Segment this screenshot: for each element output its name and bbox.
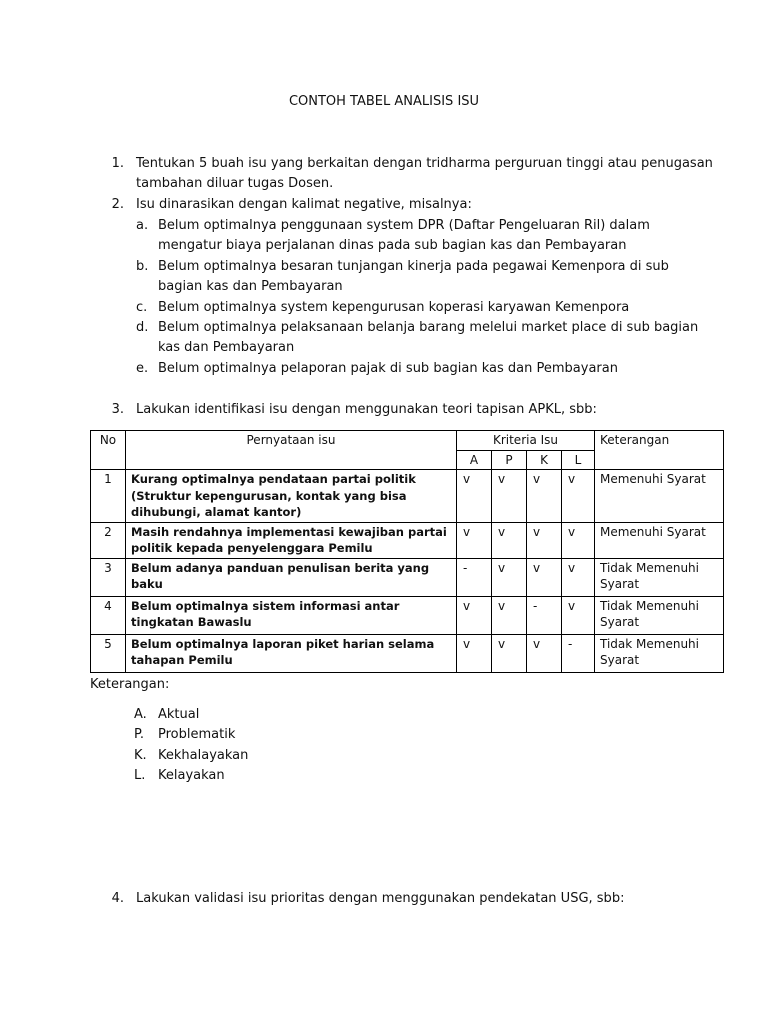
table-row (91, 634, 724, 672)
row-criteria-p: v (492, 634, 527, 672)
row-remark: Memenuhi Syarat (595, 522, 724, 558)
legend-label: Kelayakan (158, 768, 225, 783)
legend-key: P. (134, 727, 144, 742)
sub-item-text: Belum optimalnya penggunaan system DPR (Daftar Pengeluaran Ril) dalam (158, 218, 650, 233)
row-criteria-p: v (492, 558, 527, 596)
row-criteria-l: v (562, 470, 595, 523)
row-criteria-k: - (527, 596, 562, 634)
list-number: 1. (111, 156, 124, 171)
legend-title: Keterangan: (90, 677, 170, 692)
row-criteria-k: v (527, 558, 562, 596)
row-remark: Tidak Memenuhi Syarat (595, 558, 724, 596)
list-number: 3. (111, 402, 124, 417)
document-title: CONTOH TABEL ANALISIS ISU (288, 94, 480, 109)
header-no: No (91, 431, 126, 470)
row-criteria-p: v (492, 596, 527, 634)
header-criteria-k: K (527, 451, 562, 470)
legend-key: K. (134, 748, 147, 763)
row-criteria-l: v (562, 558, 595, 596)
sub-item-letter: a. (136, 218, 149, 233)
sub-item-text: bagian kas dan Pembayaran (158, 279, 343, 294)
row-remark: Tidak Memenuhi Syarat (595, 596, 724, 634)
sub-item-text: Belum optimalnya besaran tunjangan kinerja pada pegawai Kemenpora di sub (158, 259, 669, 274)
row-criteria-l: v (562, 596, 595, 634)
list-item-text: tambahan diluar tugas Dosen. (136, 176, 334, 191)
row-criteria-a: - (457, 558, 492, 596)
table-row (91, 470, 724, 523)
header-remark: Keterangan (595, 431, 724, 470)
row-statement: Kurang optimalnya pendataan partai politik (Struktur kepengurusan, kontak yang bisa dihubungi, alamat kantor) (126, 470, 457, 523)
row-criteria-k: v (527, 634, 562, 672)
header-criteria-p: P (492, 451, 527, 470)
row-criteria-k: v (527, 522, 562, 558)
row-no: 5 (91, 634, 126, 672)
row-criteria-p: v (492, 522, 527, 558)
list-number: 2. (111, 197, 124, 212)
row-no: 1 (91, 470, 126, 523)
row-criteria-k: v (527, 470, 562, 523)
sub-item-text: mengatur biaya perjalanan dinas pada sub bagian kas dan Pembayaran (158, 238, 627, 253)
legend-key: A. (134, 707, 147, 722)
sub-item-letter: c. (136, 300, 148, 315)
row-remark: Tidak Memenuhi Syarat (595, 634, 724, 672)
row-criteria-a: v (457, 470, 492, 523)
row-criteria-p: v (492, 470, 527, 523)
row-statement: Belum optimalnya sistem informasi antar tingkatan Bawaslu (126, 596, 457, 634)
list-item-text: Tentukan 5 buah isu yang berkaitan dengan tridharma perguruan tinggi atau penugasan (136, 156, 713, 171)
row-statement: Belum optimalnya laporan piket harian selama tahapan Pemilu (126, 634, 457, 672)
legend-label: Aktual (158, 707, 200, 722)
sub-item-letter: e. (136, 361, 149, 376)
row-remark: Memenuhi Syarat (595, 470, 724, 523)
header-statement: Pernyataan isu (126, 431, 457, 470)
legend-label: Kekhalayakan (158, 748, 249, 763)
header-criteria: Kriteria Isu (457, 431, 595, 451)
list-item-text: Isu dinarasikan dengan kalimat negative, misalnya: (136, 197, 472, 212)
header-criteria-a: A (457, 451, 492, 470)
sub-item-text: kas dan Pembayaran (158, 340, 295, 355)
legend-label: Problematik (158, 727, 236, 742)
row-criteria-l: - (562, 634, 595, 672)
sub-item-letter: d. (136, 320, 149, 335)
row-statement: Belum adanya panduan penulisan berita yang baku (126, 558, 457, 596)
table-row (91, 558, 724, 596)
table-row (91, 596, 724, 634)
row-criteria-a: v (457, 596, 492, 634)
row-criteria-l: v (562, 522, 595, 558)
row-no: 3 (91, 558, 126, 596)
apkl-table (90, 430, 724, 673)
list-item-text: Lakukan identifikasi isu dengan menggunakan teori tapisan APKL, sbb: (136, 402, 597, 417)
list-item-text: Lakukan validasi isu prioritas dengan menggunakan pendekatan USG, sbb: (136, 891, 625, 906)
legend-key: L. (134, 768, 146, 783)
sub-item-text: Belum optimalnya pelaksanaan belanja barang melelui market place di sub bagian (158, 320, 699, 335)
header-criteria-l: L (562, 451, 595, 470)
row-statement: Masih rendahnya implementasi kewajiban partai politik kepada penyelenggara Pemilu (126, 522, 457, 558)
sub-item-text: Belum optimalnya system kepengurusan koperasi karyawan Kemenpora (158, 300, 630, 315)
table-row (91, 522, 724, 558)
row-no: 2 (91, 522, 126, 558)
sub-item-letter: b. (136, 259, 149, 274)
sub-item-text: Belum optimalnya pelaporan pajak di sub bagian kas dan Pembayaran (158, 361, 618, 376)
row-criteria-a: v (457, 634, 492, 672)
list-number: 4. (111, 891, 124, 906)
row-no: 4 (91, 596, 126, 634)
row-criteria-a: v (457, 522, 492, 558)
